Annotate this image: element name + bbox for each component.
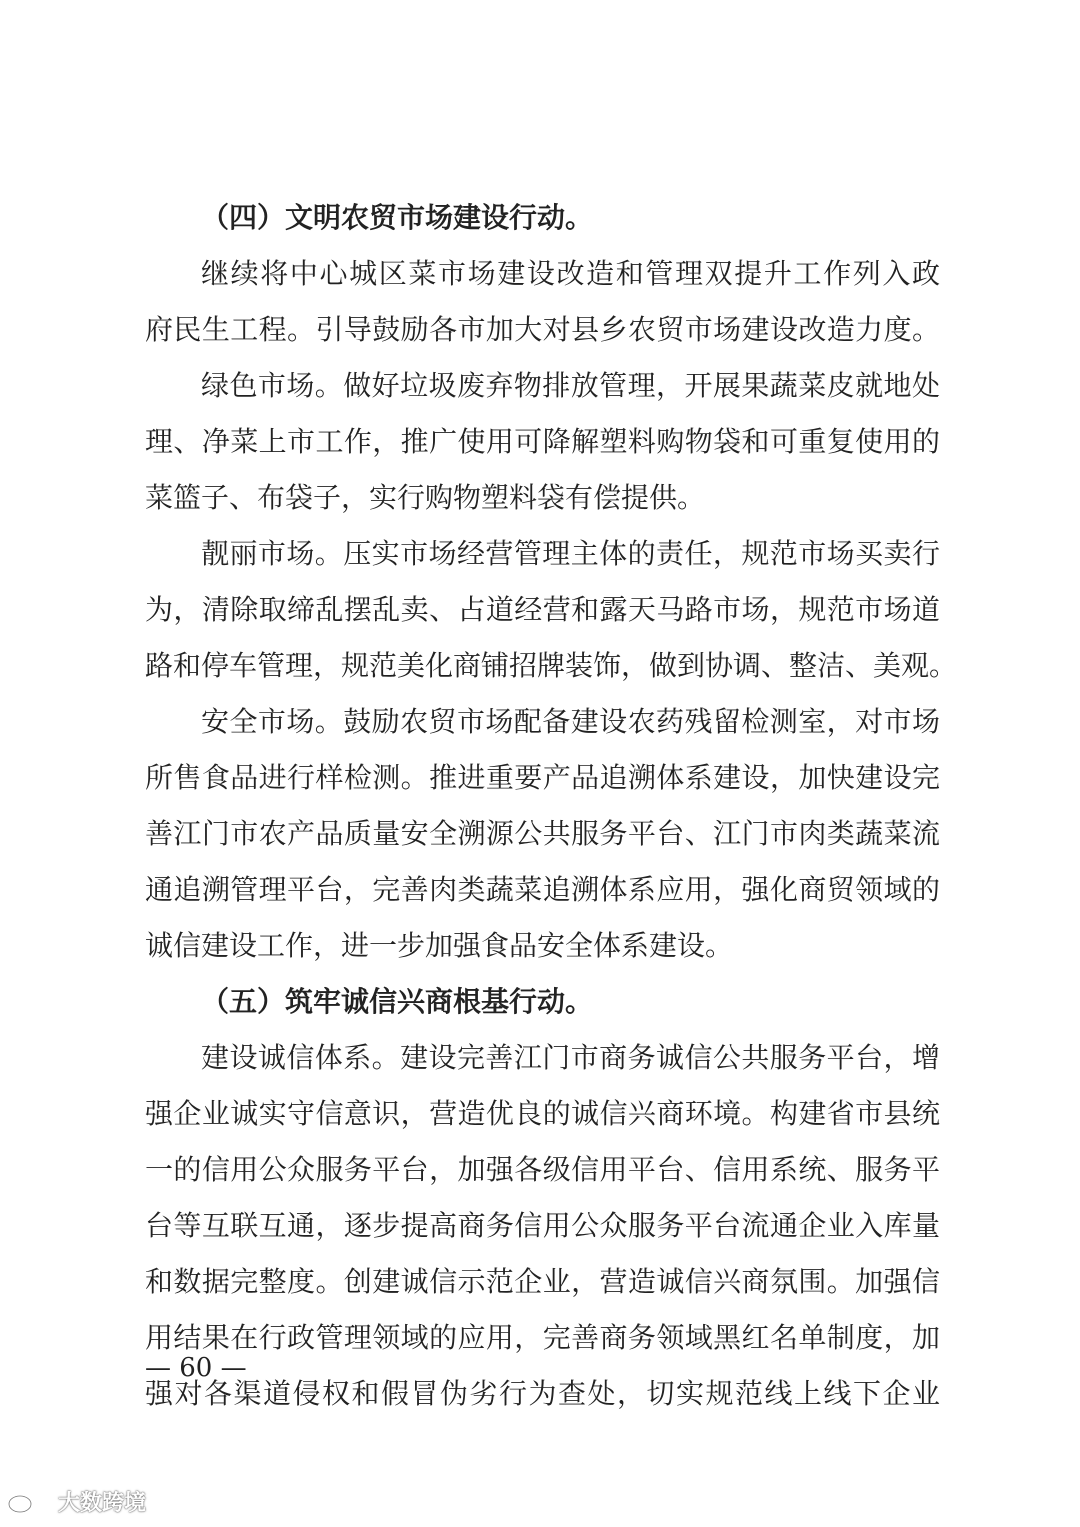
paragraph-credit-system	[145, 1030, 940, 1422]
text-line: 台等互联互通，逐步提高商务信用公众服务平台流通企业入库量	[145, 1209, 940, 1242]
text-line: 所售食品进行样检测。推进重要产品追溯体系建设，加快建设完	[145, 761, 940, 794]
text-line: 一的信用公众服务平台，加强各级信用平台、信用系统、服务平	[145, 1153, 940, 1186]
text-line: 为，清除取缔乱摆乱卖、占道经营和露天马路市场，规范市场道	[145, 593, 940, 626]
text-line: 继续将中心城区菜市场建设改造和管理双提升工作列入政	[201, 257, 940, 290]
heading-line: （五）筑牢诚信兴商根基行动。	[201, 985, 594, 1018]
text-line: 安全市场。鼓励农贸市场配备建设农药残留检测室，对市场	[201, 705, 940, 738]
text-line: 通追溯管理平台，完善肉类蔬菜追溯体系应用，强化商贸领域的	[145, 873, 940, 906]
text-line: 强企业诚实守信意识，营造优良的诚信兴商环境。构建省市县统	[145, 1097, 940, 1130]
text-line: 建设诚信体系。建设完善江门市商务诚信公共服务平台，增	[201, 1041, 940, 1074]
text-line: 理、净菜上市工作，推广使用可降解塑料购物袋和可重复使用的	[145, 425, 940, 458]
watermark	[6, 1486, 146, 1517]
text-line: 用结果在行政管理领域的应用，完善商务领域黑红名单制度，加	[145, 1321, 940, 1354]
text-line: 强对各渠道侵权和假冒伪劣行为查处，切实规范线上线下企业	[145, 1377, 940, 1410]
text-line: 和数据完整度。创建诚信示范企业，营造诚信兴商氛围。加强信	[145, 1265, 940, 1298]
heading-section-5	[145, 974, 940, 1030]
document-body	[145, 190, 958, 1422]
text-line: 靓丽市场。压实市场经营管理主体的责任，规范市场买卖行	[201, 537, 940, 570]
text-line: 府民生工程。引导鼓励各市加大对县乡农贸市场建设改造力度。	[145, 313, 940, 346]
heading-line: （四）文明农贸市场建设行动。	[201, 201, 594, 234]
paragraph-safe-market	[145, 694, 940, 974]
text-line: 路和停车管理，规范美化商铺招牌装饰，做到协调、整洁、美观。	[145, 649, 958, 682]
paragraph-beautiful-market	[145, 526, 958, 694]
page-number: — 60 —	[145, 1353, 247, 1383]
paragraph-green-market	[145, 358, 940, 526]
text-line: 诚信建设工作，进一步加强食品安全体系建设。	[145, 929, 734, 962]
weibo-logo-icon	[6, 1490, 52, 1514]
watermark-text: 大数跨境	[58, 1491, 147, 1516]
text-line: 绿色市场。做好垃圾废弃物排放管理，开展果蔬菜皮就地处	[201, 369, 940, 402]
paragraph-market-upgrade	[145, 246, 940, 358]
heading-section-4	[145, 190, 940, 246]
text-line: 菜篮子、布袋子，实行购物塑料袋有偿提供。	[145, 481, 706, 514]
text-line: 善江门市农产品质量安全溯源公共服务平台、江门市肉类蔬菜流	[145, 817, 940, 850]
